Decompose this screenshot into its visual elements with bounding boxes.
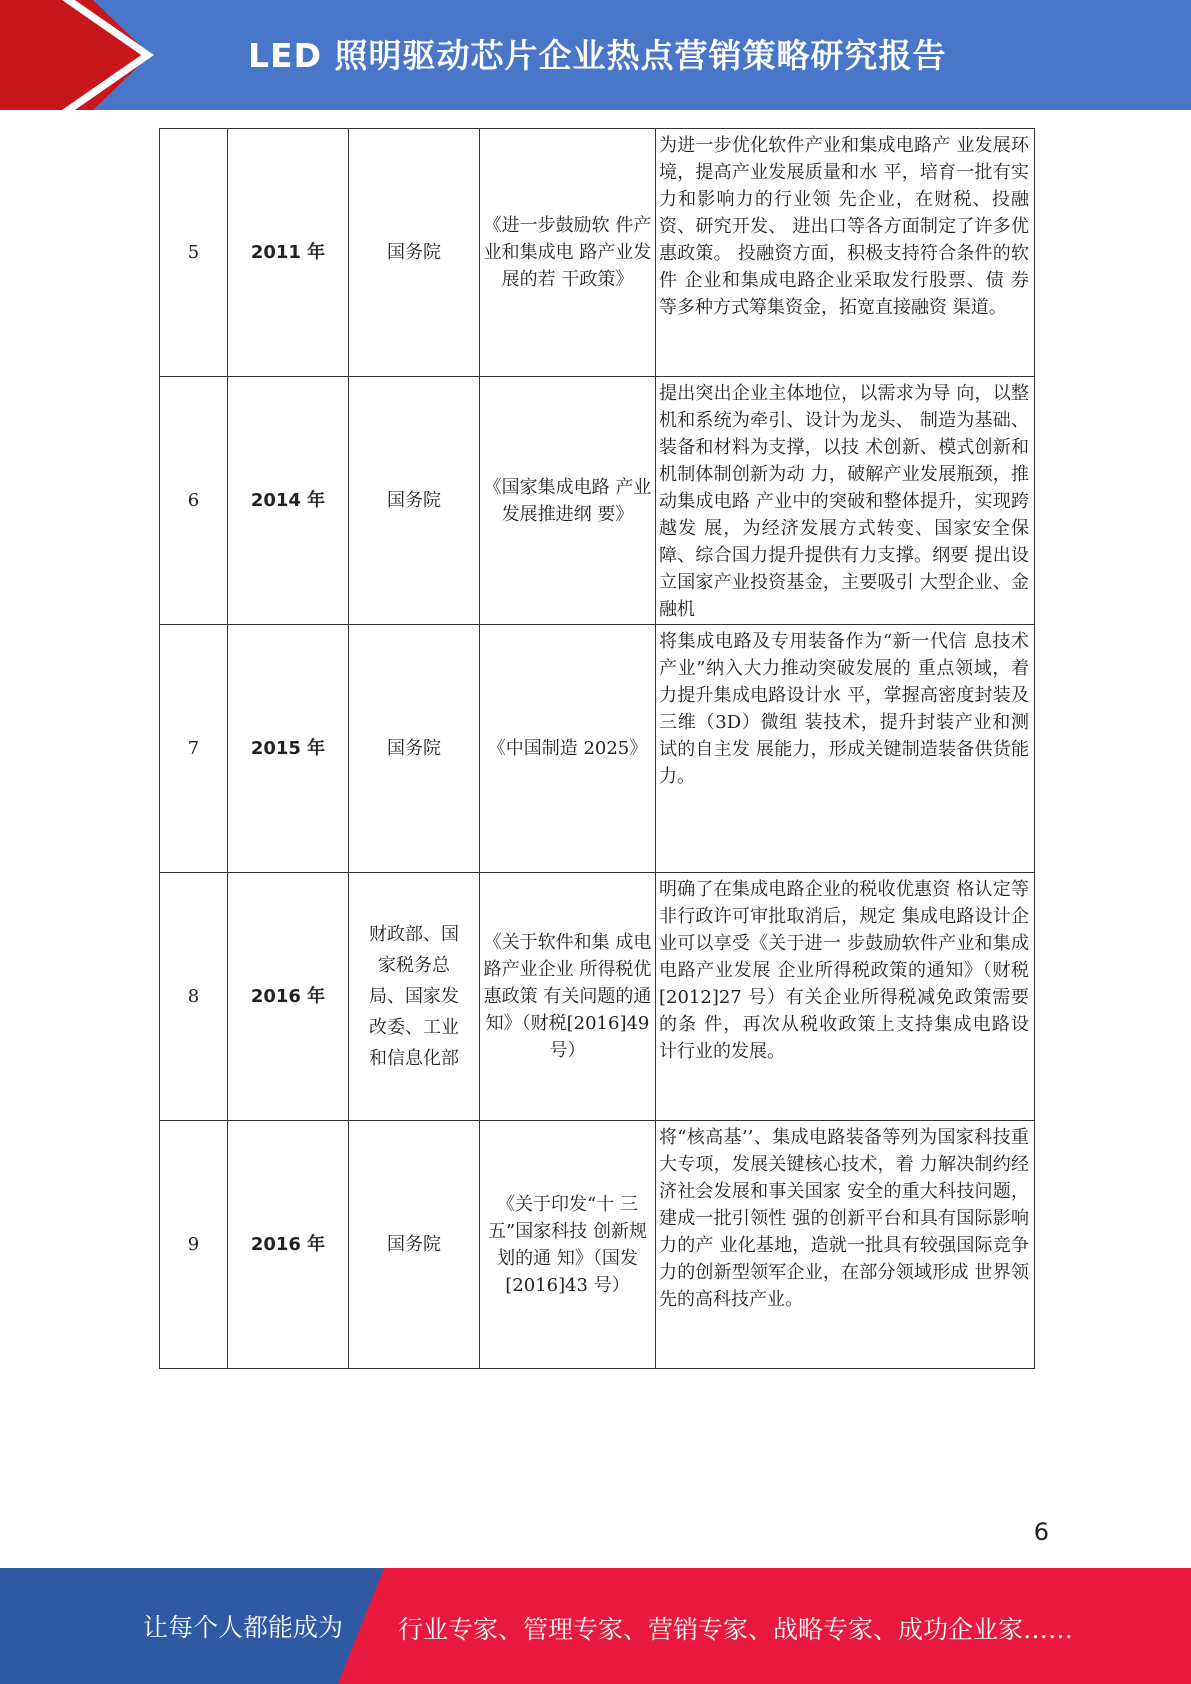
row-issuer: 国务院 (387, 490, 441, 511)
row-document: 《关于软件和集 成电路产业企业 所得税优惠政策 有关问题的通 知》（财税[2016]49 号） (483, 932, 652, 1061)
page-number: 6 (1033, 1518, 1049, 1546)
row-document-cell (480, 873, 656, 1121)
row-year: 2015 年 (228, 625, 349, 873)
row-document-cell (480, 625, 656, 873)
header-banner (0, 0, 1191, 110)
row-issuer-cell (349, 1121, 480, 1369)
row-description-cell (656, 873, 1035, 1121)
row-year: 2016 年 (228, 873, 349, 1121)
row-issuer: 财政部、国家税务总局、国家发改委、工业和信息化部 (369, 924, 459, 1069)
footer-slogan-left: 让每个人都能成为 (143, 1613, 344, 1642)
row-description: 明确了在集成电路企业的税收优惠资 格认定等非行政许可审批取消后，规定 集成电路设计企业可以享受《关于进一 步鼓励软件产业和集成电路产业发展 企业所得税政策的通知》（财税[2012]27 号）有关企业所得税减免政策需要的条 件，再次从税收政策上支持集成电路设 计行业的发展。 (659, 879, 1029, 1062)
row-document: 《关于印发“十 三五”国家科技 创新规划的通 知》（国发[2016]43 号） (488, 1193, 647, 1296)
row-document-cell (480, 377, 656, 625)
row-issuer-cell (349, 873, 480, 1121)
row-document: 《国家集成电路 产业发展推进纲 要》 (483, 476, 652, 525)
row-index: 5 (160, 129, 228, 377)
row-description: 将集成电路及专用装备作为“新一代信 息技术产业”纳入大力推动突破发展的 重点领域，着力提升集成电路设计水 平，掌握高密度封装及三维（3D）微组 装技术，提升封装产业和测试的自主发 展能力，形成关键制造装备供货能力。 (659, 631, 1029, 787)
footer-banner (0, 1568, 1191, 1684)
footer-slogan-right: 行业专家、管理专家、营销专家、战略专家、成功企业家…… (398, 1615, 1074, 1644)
row-index: 6 (160, 377, 228, 625)
row-index: 7 (160, 625, 228, 873)
row-description: 为进一步优化软件产业和集成电路产 业发展环境，提高产业发展质量和水 平，培育一批有实力和影响力的行业领 先企业，在财税、投融资、研究开发、 进出口等各方面制定了许多优惠政策。 投融资方面，积极支持符合条件的软件 企业和集成电路企业采取发行股票、债 券等多种方式筹集资金，拓宽直接融资 渠道。 (659, 135, 1029, 318)
row-year: 2014 年 (228, 377, 349, 625)
row-description-cell (656, 129, 1035, 377)
table-row (160, 129, 1035, 377)
row-index: 8 (160, 873, 228, 1121)
row-description-cell (656, 625, 1035, 873)
row-description-cell (656, 377, 1035, 625)
row-index: 9 (160, 1121, 228, 1369)
row-year: 2016 年 (228, 1121, 349, 1369)
row-issuer-cell (349, 129, 480, 377)
row-description-cell (656, 1121, 1035, 1369)
row-issuer: 国务院 (387, 1234, 441, 1255)
table-row (160, 873, 1035, 1121)
table-row (160, 377, 1035, 625)
row-year: 2011 年 (228, 129, 349, 377)
report-title: LED 照明驱动芯片企业热点营销策略研究报告 (248, 36, 947, 75)
row-issuer-cell (349, 377, 480, 625)
row-description: 提出突出企业主体地位，以需求为导 向，以整机和系统为牵引、设计为龙头、 制造为基础、装备和材料为支撑，以技 术创新、模式创新和机制体制创新为动 力，破解产业发展瓶颈，推动集成电路 产业中的突破和整体提升，实现跨越发 展，为经济发展方式转变、国家安全保 障、综合国力提升提供有力支撑。纲要 提出设立国家产业投资基金，主要吸引 大型企业、金融机 (659, 383, 1029, 620)
header-red-arrow (0, 0, 150, 110)
table-row (160, 625, 1035, 873)
row-document-cell (480, 1121, 656, 1369)
policy-table (159, 128, 1035, 1369)
row-document: 《中国制造 2025》 (487, 738, 648, 759)
table-row (160, 1121, 1035, 1369)
row-issuer: 国务院 (387, 242, 441, 263)
row-issuer: 国务院 (387, 738, 441, 759)
row-issuer-cell (349, 625, 480, 873)
row-document-cell (480, 129, 656, 377)
row-document: 《进一步鼓励软 件产业和集成电 路产业发展的若 干政策》 (483, 215, 652, 290)
row-description: 将“核高基’’、集成电路装备等列为国家科技重大专项，发展关键核心技术，着 力解决制约经济社会发展和事关国家 安全的重大科技问题，建成一批引领性 强的创新平台和具有国际影响力的产 业化基地，造就一批具有较强国际竞争 力的创新型领军企业，在部分领域形成 世界领先的高科技产业。 (659, 1127, 1029, 1310)
